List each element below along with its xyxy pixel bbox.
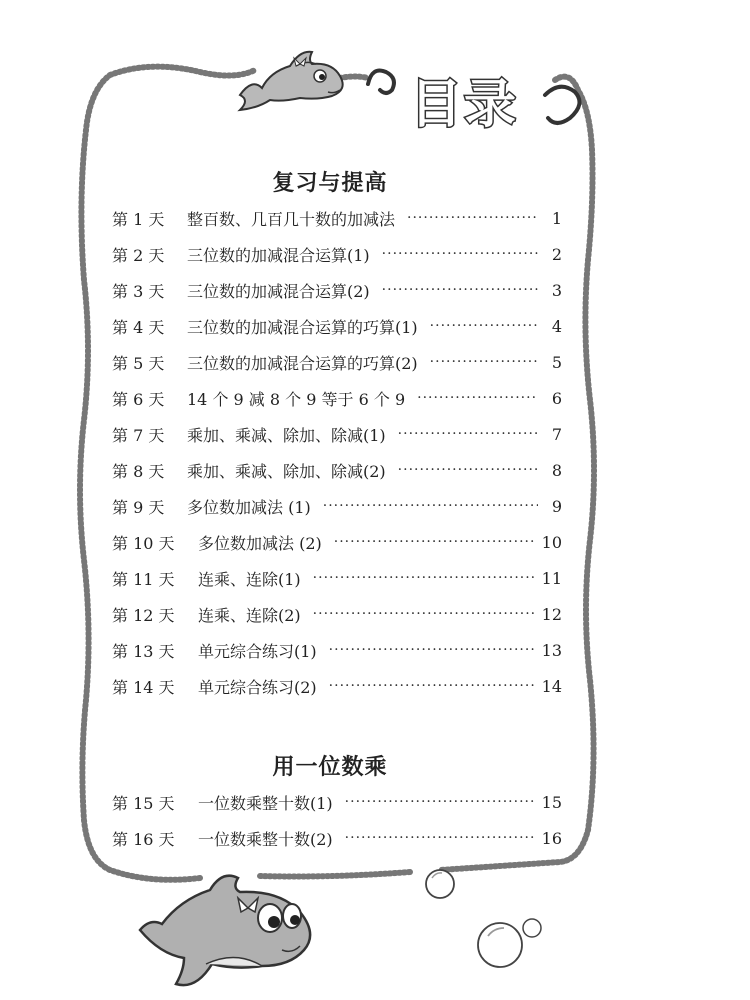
dolphin-bottom-illustration	[140, 876, 310, 985]
leader-dots	[345, 794, 534, 810]
toc-list-review	[112, 200, 562, 704]
toc-entry[interactable]	[112, 236, 562, 272]
toc-entry[interactable]	[112, 452, 562, 488]
toc-day: 第 3 天	[112, 281, 165, 301]
leader-dots	[329, 642, 534, 658]
leader-dots	[334, 534, 534, 550]
leader-dots	[407, 210, 538, 226]
toc-page-number: 15	[541, 792, 562, 812]
toc-entry[interactable]	[112, 308, 562, 344]
leader-dots	[398, 426, 538, 442]
toc-entry[interactable]	[112, 596, 562, 632]
section-title-review: 复习与提高	[272, 171, 388, 196]
toc-day: 第 6 天	[112, 389, 165, 409]
toc-page-number: 14	[541, 676, 562, 696]
toc-page-number: 12	[541, 604, 562, 624]
toc-entry[interactable]	[112, 784, 562, 820]
leader-dots	[323, 498, 538, 514]
toc-page-number: 5	[551, 352, 562, 372]
toc-list-multiply	[112, 784, 562, 856]
toc-entry[interactable]	[112, 668, 562, 704]
toc-page-number: 7	[551, 424, 562, 444]
toc-page-number: 11	[541, 568, 562, 588]
leader-dots	[345, 830, 534, 846]
toc-day: 第 9 天	[112, 497, 165, 517]
section-title-multiply: 用一位数乘	[272, 755, 388, 780]
leader-dots	[430, 318, 538, 334]
leader-dots	[398, 462, 538, 478]
toc-day: 第 11 天	[112, 569, 175, 589]
leader-dots	[382, 282, 538, 298]
toc-page-number: 4	[551, 316, 562, 336]
toc-topic: 三位数的加减混合运算的巧算(1)	[187, 317, 418, 337]
toc-entry[interactable]	[112, 820, 562, 856]
toc-topic: 一位数乘整十数(2)	[198, 829, 333, 849]
toc-day: 第 5 天	[112, 353, 165, 373]
page-title: 目录	[410, 75, 519, 135]
toc-entry[interactable]	[112, 560, 562, 596]
toc-page-number: 6	[551, 388, 562, 408]
toc-page-number: 3	[551, 280, 562, 300]
toc-page-number: 1	[551, 208, 562, 228]
toc-entry[interactable]	[112, 380, 562, 416]
leader-dots	[329, 678, 534, 694]
leader-dots	[382, 246, 538, 262]
toc-topic: 14 个 9 减 8 个 9 等于 6 个 9	[187, 389, 406, 409]
toc-entry[interactable]	[112, 632, 562, 668]
toc-page-number: 9	[551, 496, 562, 516]
toc-day: 第 7 天	[112, 425, 165, 445]
toc-entry[interactable]	[112, 200, 562, 236]
dolphin-top-illustration	[240, 52, 343, 110]
toc-page-number: 10	[541, 532, 562, 552]
toc-page-number: 13	[541, 640, 562, 660]
toc-topic: 连乘、连除(1)	[198, 569, 301, 589]
toc-topic: 三位数的加减混合运算的巧算(2)	[187, 353, 418, 373]
toc-topic: 多位数加减法 (1)	[187, 497, 311, 517]
toc-day: 第 2 天	[112, 245, 165, 265]
toc-day: 第 4 天	[112, 317, 165, 337]
toc-topic: 整百数、几百几十数的加减法	[187, 209, 396, 229]
toc-page-number: 2	[551, 244, 562, 264]
toc-day: 第 16 天	[112, 829, 175, 849]
toc-day: 第 8 天	[112, 461, 165, 481]
toc-entry[interactable]	[112, 488, 562, 524]
leader-dots	[313, 606, 534, 622]
toc-page-number: 8	[551, 460, 562, 480]
toc-topic: 三位数的加减混合运算(1)	[187, 245, 370, 265]
toc-day: 第 1 天	[112, 209, 165, 229]
leader-dots	[430, 354, 538, 370]
toc-topic: 多位数加减法 (2)	[198, 533, 322, 553]
toc-entry[interactable]	[112, 416, 562, 452]
toc-entry[interactable]	[112, 524, 562, 560]
leader-dots	[417, 390, 538, 406]
title-banner	[360, 60, 590, 135]
toc-day: 第 14 天	[112, 677, 175, 697]
toc-day: 第 13 天	[112, 641, 175, 661]
toc-topic: 连乘、连除(2)	[198, 605, 301, 625]
toc-topic: 一位数乘整十数(1)	[198, 793, 333, 813]
toc-topic: 单元综合练习(2)	[198, 677, 317, 697]
toc-topic: 乘加、乘减、除加、除减(2)	[187, 461, 386, 481]
toc-page-number: 16	[541, 828, 562, 848]
toc-entry[interactable]	[112, 344, 562, 380]
toc-day: 第 12 天	[112, 605, 175, 625]
toc-topic: 三位数的加减混合运算(2)	[187, 281, 370, 301]
toc-day: 第 10 天	[112, 533, 175, 553]
toc-topic: 乘加、乘减、除加、除减(1)	[187, 425, 386, 445]
bubbles-illustration	[426, 870, 541, 967]
leader-dots	[313, 570, 534, 586]
toc-entry[interactable]	[112, 272, 562, 308]
toc-topic: 单元综合练习(1)	[198, 641, 317, 661]
toc-day: 第 15 天	[112, 793, 175, 813]
